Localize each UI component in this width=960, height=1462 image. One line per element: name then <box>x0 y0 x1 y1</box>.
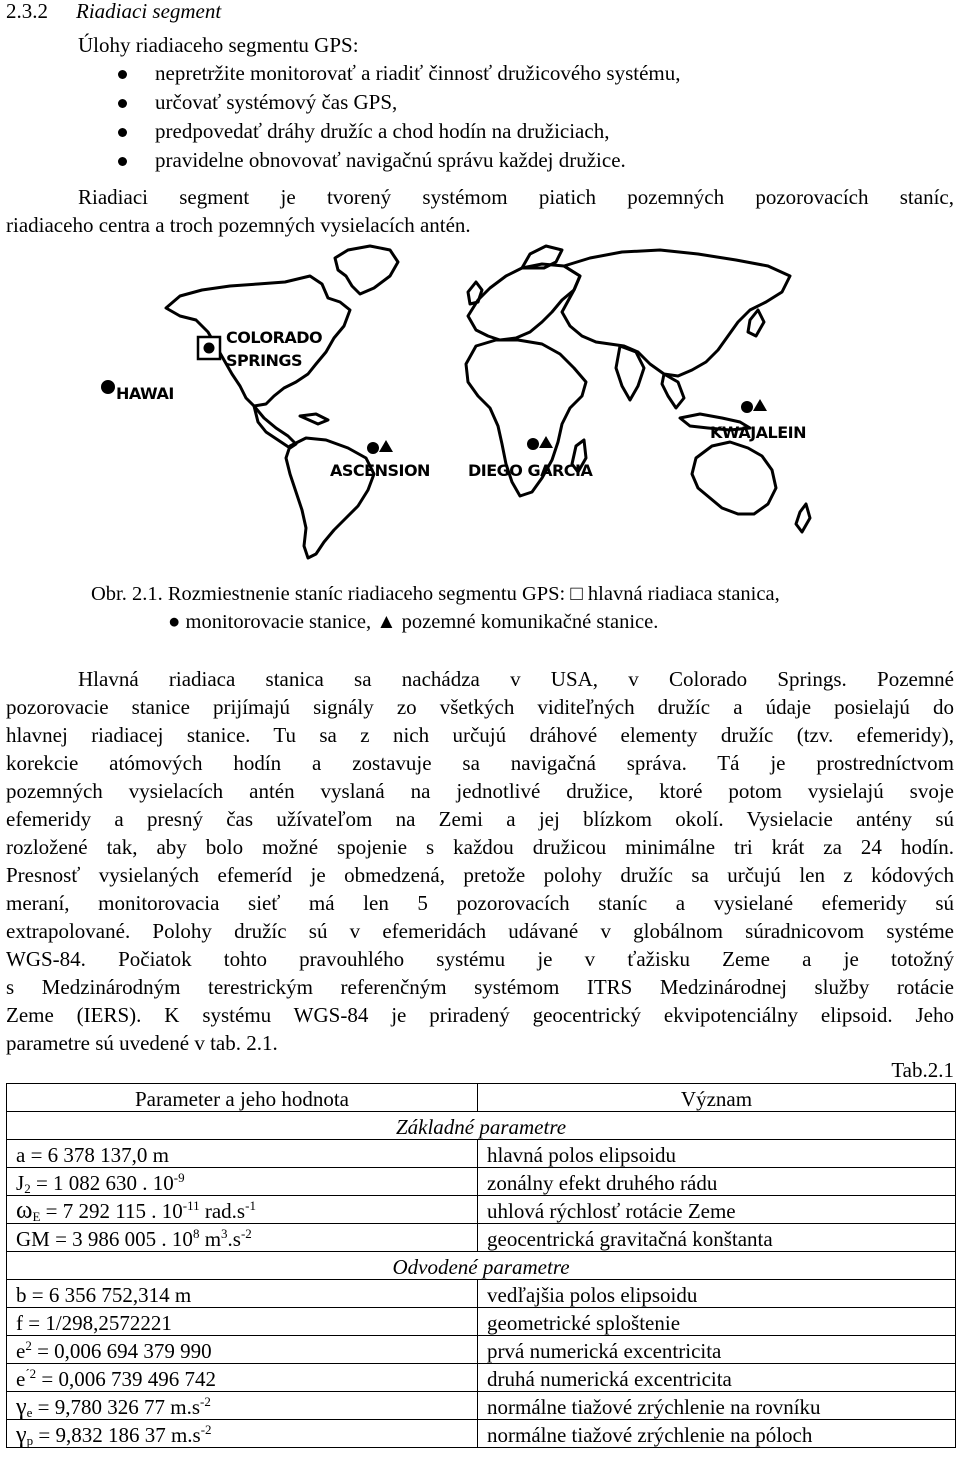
table-reference: Tab.2.1 <box>891 1058 954 1082</box>
param-cell: $\gamma_e = 9,780$ 326 77 $m.s^{-2}$ <box>7 1392 478 1420</box>
europe-outline <box>468 264 580 340</box>
australia-outline <box>692 442 776 514</box>
bullet-icon <box>118 157 127 166</box>
meaning-cell: normálne tiažové zrýchlenie na póloch <box>478 1420 956 1448</box>
figure-caption-legend: ● monitorovacie stanice, ▲ pozemné komunikačné stanice. <box>168 611 659 633</box>
label-springs: SPRINGS <box>226 351 303 370</box>
new-zealand-outline <box>796 504 810 532</box>
section-title: Riadiaci segment <box>76 0 222 23</box>
bullet-icon <box>118 70 127 79</box>
group-label-derived: Odvodené parametre <box>7 1252 956 1280</box>
label-ascension: ASCENSION <box>330 461 430 480</box>
header-parameter: Parameter a jeho hodnota <box>7 1084 478 1112</box>
meaning-cell: zonálny efekt druhého rádu <box>478 1168 956 1196</box>
circle-icon <box>367 442 379 454</box>
britain-outline <box>468 282 482 304</box>
circle-icon <box>101 380 115 394</box>
section-number: 2.3.2 <box>6 0 48 23</box>
label-diego-garcia: DIEGO GARCIA <box>468 461 593 480</box>
central-america-outline <box>254 406 296 448</box>
param-cell: $\omega_E = 7$ 292 115 . $10^{-11}$ $rad.s^{-1}$ <box>7 1196 478 1224</box>
param-cell: $J_2 = 1$ 082 630 . $10^{-9}$ <box>7 1168 478 1196</box>
parameters-table <box>6 1083 956 1448</box>
square-icon: □ <box>570 583 583 605</box>
table-row <box>7 1168 956 1196</box>
meaning-cell: vedľajšia polos elipsoidu <box>478 1280 956 1308</box>
group-row-basic <box>7 1112 956 1140</box>
meaning-cell: prvá numerická excentricita <box>478 1336 956 1364</box>
param-cell: GM = 3 986 005 . $10^8$ $m^3.s^{-2}$ <box>7 1224 478 1252</box>
circle-icon <box>527 438 539 450</box>
paragraph-ground-segment: Riadiaci segment je tvorený systémom piatich pozemných pozorovacích staníc, riadiaceho centra a troch pozemných vysielacích antén. <box>6 185 954 237</box>
table-row <box>7 1420 956 1448</box>
meaning-cell: hlavná polos elipsoidu <box>478 1140 956 1168</box>
table-row <box>7 1196 956 1224</box>
world-map <box>116 236 830 562</box>
param-cell: a = 6 378 137,0 m <box>7 1140 478 1168</box>
triangle-icon <box>753 399 767 411</box>
table-header-row <box>7 1084 956 1112</box>
label-colorado: COLORADO <box>226 328 323 347</box>
caribbean-outline <box>300 414 328 424</box>
south-america-outline <box>286 438 374 558</box>
table-row <box>7 1336 956 1364</box>
triangle-icon <box>539 436 553 448</box>
meaning-cell: geometrické sploštenie <box>478 1308 956 1336</box>
table-row <box>7 1140 956 1168</box>
triangle-icon <box>379 440 393 452</box>
param-cell: b = 6 356 752,314 m <box>7 1280 478 1308</box>
paragraph-main-station: Hlavná riadiaca stanica sa nachádza v USA, v Colorado Springs. Pozemné pozorovacie stanice prijímajú signály zo všetkých viditeľných družíc a údaje posielajú do hlavnej riadiacej stanice. Tu sa z nich určujú dráhové elementy družíc (tzv. efemeridy), korekcie atómových hodín a zostavuje sa navigačná správa. Tá je prostredníctvom pozemných vysielacích antén vyslaná na jednotlivé družice, ktoré potom vysielajú svoje efemeridy a presný čas užívateľom na Zemi a jej blízkom okolí. Vysielacie antény sú rozložené tak, aby bolo možné spojenie s každou družicou minimálne tri krát za 24 hodín. Presnosť vysielaných efemeríd je obmedzená, pretože polohy družíc sa určujú len z kódových meraní, monitorovacia sieť má len 5 pozorovacích staníc a vysielané efemeridy sú extrapolované. Polohy družíc sú v efemeridách udávané v globálnom súradnicovom systéme WGS-84. Počiatok tohto pravouhlého systému je v ťažisku Zeme a je totožný s Medzinárodným terestrickým referenčným systémom ITRS Medzinárodnej služby rotácie Zeme (IERS). K systému WGS-84 je priradený geocentrický ekvipotenciálny elipsoid. Jeho parametre sú uvedené v tab. 2.1. <box>6 667 954 1055</box>
table-row <box>7 1224 956 1252</box>
table-row <box>7 1364 956 1392</box>
section-heading <box>6 0 221 24</box>
param-cell: $e^{´2} = 0,006$ 739 496 742 <box>7 1364 478 1392</box>
greenland-outline <box>335 246 398 294</box>
param-cell: f = 1/298,2572221 <box>7 1308 478 1336</box>
header-meaning: Význam <box>478 1084 956 1112</box>
circle-icon <box>204 343 215 354</box>
table-row <box>7 1392 956 1420</box>
intro-text: Úlohy riadiaceho segmentu GPS: <box>78 33 359 57</box>
group-row-derived <box>7 1252 956 1280</box>
figure-caption: Obr. 2.1. Rozmiestnenie staníc riadiaceho segmentu GPS: □ hlavná riadiaca stanica, <box>91 583 780 605</box>
label-hawai: HAWAI <box>116 384 174 403</box>
southeast-asia-outline <box>662 374 684 408</box>
triangle-icon: ▲ <box>376 611 397 633</box>
group-label-basic: Základné parametre <box>7 1112 956 1140</box>
bullet-icon <box>118 99 127 108</box>
circle-icon: ● <box>168 611 181 633</box>
param-cell: $\gamma_p = 9,832$ 186 37 $m.s^{-2}$ <box>7 1420 478 1448</box>
meaning-cell: normálne tiažové zrýchlenie na rovníku <box>478 1392 956 1420</box>
label-kwajalein: KWAJALEIN <box>710 423 807 442</box>
table-row <box>7 1280 956 1308</box>
circle-icon <box>741 401 753 413</box>
meaning-cell: geocentrická gravitačná konštanta <box>478 1224 956 1252</box>
param-cell: $e^2 = 0,006$ 694 379 990 <box>7 1336 478 1364</box>
meaning-cell: druhá numerická excentricita <box>478 1364 956 1392</box>
table-row <box>7 1308 956 1336</box>
bullet-icon <box>118 128 127 137</box>
meaning-cell: uhlová rýchlosť rotácie Zeme <box>478 1196 956 1224</box>
japan-outline <box>748 310 764 336</box>
